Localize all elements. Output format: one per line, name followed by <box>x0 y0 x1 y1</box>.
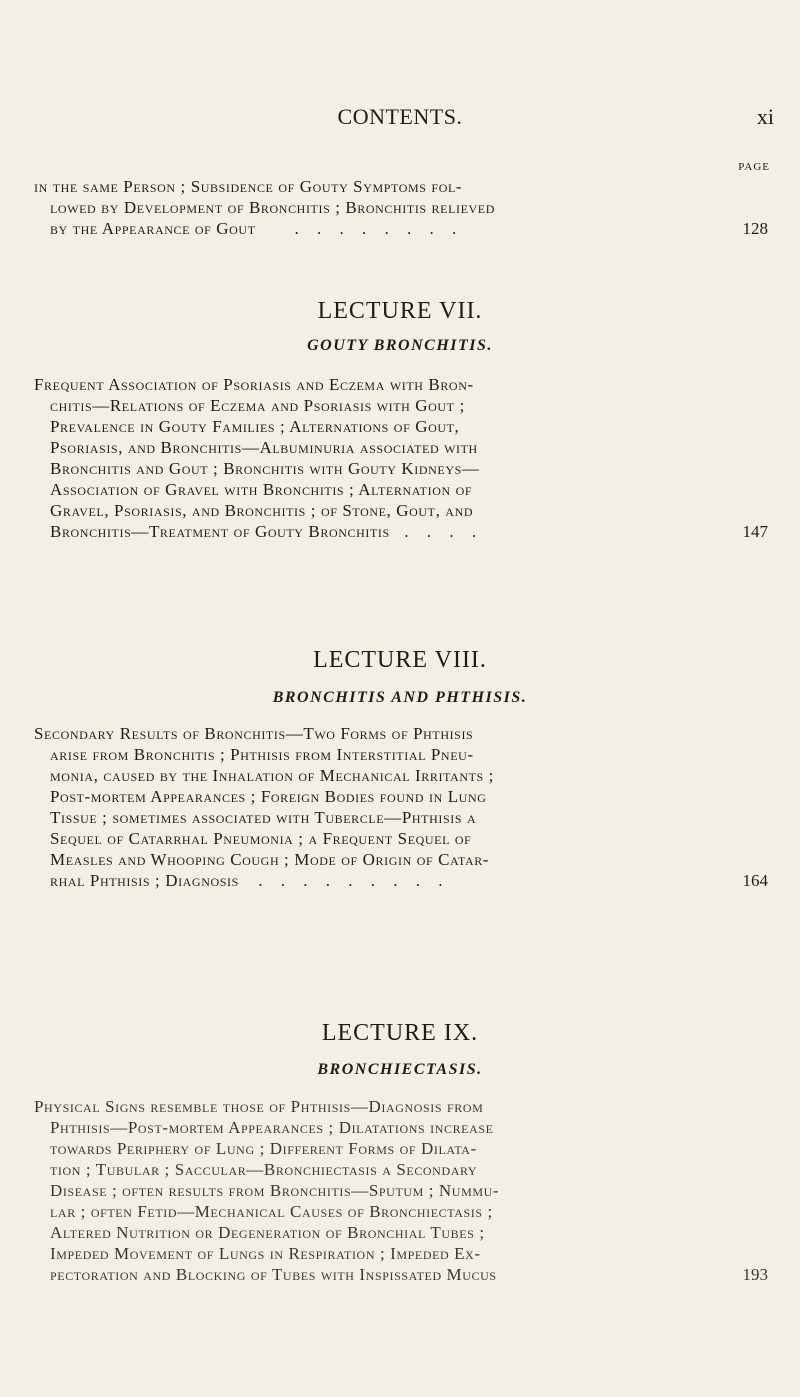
entry-line-last <box>34 521 768 542</box>
lecture-subtitle: BRONCHIECTASIS. <box>317 1061 483 1078</box>
entry-line-text: pectoration and Blocking of Tubes with Inspissated Mucus <box>50 1265 497 1284</box>
entry-line-text: by the Appearance of Gout <box>50 219 256 238</box>
leader-dots: . . . . . . . . <box>294 219 464 238</box>
running-head-title: CONTENTS. <box>337 104 463 129</box>
entry-line: towards Periphery of Lung ; Different Forms of Dilata- <box>50 1139 477 1158</box>
entry-line: in the same Person ; Subsidence of Gouty Symptoms fol- <box>34 177 463 196</box>
entry-line-last <box>34 218 768 239</box>
entry-page-number: 128 <box>742 219 768 238</box>
entry-line: Altered Nutrition or Degeneration of Bronchial Tubes ; <box>50 1223 485 1242</box>
entry-line: Bronchitis and Gout ; Bronchitis with Gouty Kidneys— <box>50 459 480 478</box>
page-column-label: PAGE <box>738 161 770 173</box>
lecture-summary <box>34 1096 768 1285</box>
entry-line: Prevalence in Gouty Families ; Alternations of Gout, <box>50 417 460 436</box>
entry-line: Physical Signs resemble those of Phthisis—Diagnosis from <box>34 1097 484 1116</box>
entry-line: lar ; often Fetid—Mechanical Causes of Bronchiectasis ; <box>50 1202 493 1221</box>
leader-dots: . . . . <box>404 522 484 541</box>
entry-line: Secondary Results of Bronchitis—Two Forms of Phthisis <box>34 724 474 743</box>
page-number: xi <box>756 104 774 129</box>
entry-line-text: rhal Phthisis ; Diagnosis <box>50 871 239 890</box>
lecture-subtitle: GOUTY BRONCHITIS. <box>307 337 493 354</box>
entry-line: Phthisis—Post-mortem Appearances ; Dilatations increase <box>50 1118 494 1137</box>
entry-line: Psoriasis, and Bronchitis—Albuminuria associated with <box>50 438 478 457</box>
entry-line: Impeded Movement of Lungs in Respiration ; Impeded Ex- <box>50 1244 481 1263</box>
lecture-summary <box>34 723 768 891</box>
entry-page-number: 147 <box>742 522 768 541</box>
continued-entry <box>34 176 768 239</box>
entry-line: Gravel, Psoriasis, and Bronchitis ; of Stone, Gout, and <box>50 501 474 520</box>
entry-line: Measles and Whooping Cough ; Mode of Origin of Catar- <box>50 850 490 869</box>
entry-line: Sequel of Catarrhal Pneumonia ; a Frequent Sequel of <box>50 829 472 848</box>
lecture-subtitle: BRONCHITIS AND PHTHISIS. <box>272 689 528 706</box>
leader-dots: . . . . . . . . . <box>258 871 450 890</box>
entry-line-last <box>34 870 768 891</box>
running-head <box>0 104 800 134</box>
entry-line-text: Bronchitis—Treatment of Gouty Bronchitis <box>50 522 390 541</box>
entry-page-number: 164 <box>742 871 768 890</box>
entry-line: Post-mortem Appearances ; Foreign Bodies found in Lung <box>50 787 487 806</box>
entry-line-last <box>34 1264 768 1285</box>
entry-line: monia, caused by the Inhalation of Mechanical Irritants ; <box>50 766 494 785</box>
lecture-title: LECTURE VIII. <box>313 647 487 673</box>
lecture-title: LECTURE IX. <box>321 1020 479 1046</box>
entry-line: Frequent Association of Psoriasis and Eczema with Bron- <box>34 375 474 394</box>
entry-line: Disease ; often results from Bronchitis—Sputum ; Nummu- <box>50 1181 500 1200</box>
lecture-title: LECTURE VII. <box>317 298 483 324</box>
entry-line: tion ; Tubular ; Saccular—Bronchiectasis a Secondary <box>50 1160 478 1179</box>
entry-line: lowed by Development of Bronchitis ; Bronchitis relieved <box>50 198 496 217</box>
lecture-summary <box>34 374 768 542</box>
entry-line: Tissue ; sometimes associated with Tubercle—Phthisis a <box>50 808 477 827</box>
entry-line: Association of Gravel with Bronchitis ; Alternation of <box>50 480 473 499</box>
entry-line: arise from Bronchitis ; Phthisis from Interstitial Pneu- <box>50 745 474 764</box>
entry-line: chitis—Relations of Eczema and Psoriasis with Gout ; <box>50 396 465 415</box>
entry-page-number: 193 <box>742 1265 768 1284</box>
